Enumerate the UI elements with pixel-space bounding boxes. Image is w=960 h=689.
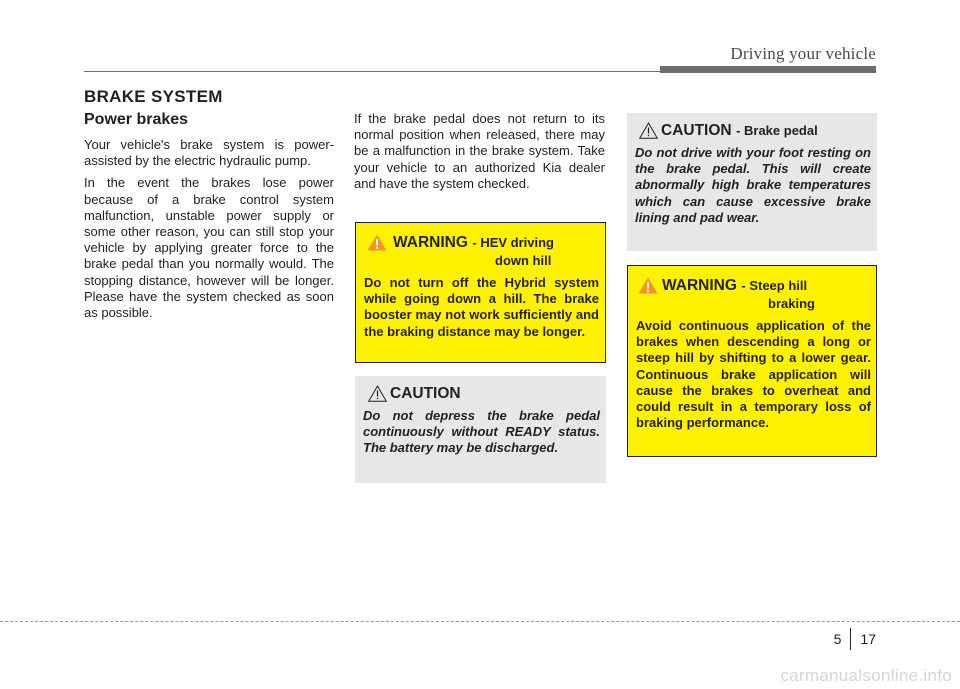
warning-steep-hill-body: Avoid continuous application of the brakes when descending a long or steep hill by shifting to a lower gear. Continuous brake application will cause the brakes to overheat and could result in a temporary loss of braking performance. [636,318,871,431]
warning-hev-header [393,234,642,252]
caution-subject: - Brake pedal [736,123,818,138]
caution-brake-pedal-box [627,113,877,251]
power-brakes-paragraph-2: In the event the brakes lose power because of a brake control system malfunction, unstable power supply or some other reason, you can still stop your vehicle by applying greater force to the brake pedal than you normally would. The stopping distance, however will be longer. Please have the system checked as soon as possible. [84,175,334,321]
chapter-number: 5 [833,631,842,647]
power-brakes-paragraph-1: Your vehicle's brake system is power-assisted by the electric hydraulic pump. [84,137,334,169]
caution-keyword: CAUTION [390,385,461,402]
caution-ready-box [355,376,606,483]
caution-keyword: CAUTION [661,122,732,139]
caution-ready-body: Do not depress the brake pedal continuously without READY status. The battery may be discharged. [363,408,600,456]
warning-subject-line-2: braking [768,296,815,311]
brake-pedal-return-paragraph: If the brake pedal does not return to its normal position when released, there may be a malfunction in the brake system. Take your vehicle to an authorized Kia dealer and have the system checked. [354,111,605,191]
warning-steep-hill-box [627,265,877,457]
header-rule [84,71,660,72]
warning-subject: - HEV driving [472,235,554,250]
caution-ready-header [390,385,641,403]
warning-hev-body: Do not turn off the Hybrid system while going down a hill. The brake booster may not work sufficiently and the braking distance may be longer. [364,275,599,339]
section-title: BRAKE SYSTEM [84,87,223,106]
warning-keyword: WARNING [393,234,468,251]
caution-brake-pedal-header [661,122,911,140]
footer-divider [0,621,960,622]
warning-subject-line-2: down hill [495,253,552,268]
warning-subject: - Steep hill [741,278,808,293]
warning-steep-hill-header [662,277,910,295]
page-number-value: 17 [860,631,876,647]
power-brakes-heading: Power brakes [84,111,189,128]
power-brakes-section [84,111,334,327]
brake-pedal-return-section [354,111,605,198]
header-rule-accent [660,66,876,73]
page-number-separator [850,628,851,650]
warning-triangle-icon [638,277,658,294]
caution-triangle-icon [639,122,658,139]
caution-brake-pedal-body: Do not drive with your foot resting on the brake pedal. This will create abnormally high brake temperatures which can cause excessive brake lining and pad wear. [635,145,871,225]
watermark: carmanualsonline.info [780,666,952,685]
warning-triangle-icon [367,234,387,251]
caution-triangle-icon [368,385,387,402]
warning-hev-box [355,222,606,363]
warning-keyword: WARNING [662,277,737,294]
running-header: Driving your vehicle [730,44,876,63]
page-number [834,628,876,650]
